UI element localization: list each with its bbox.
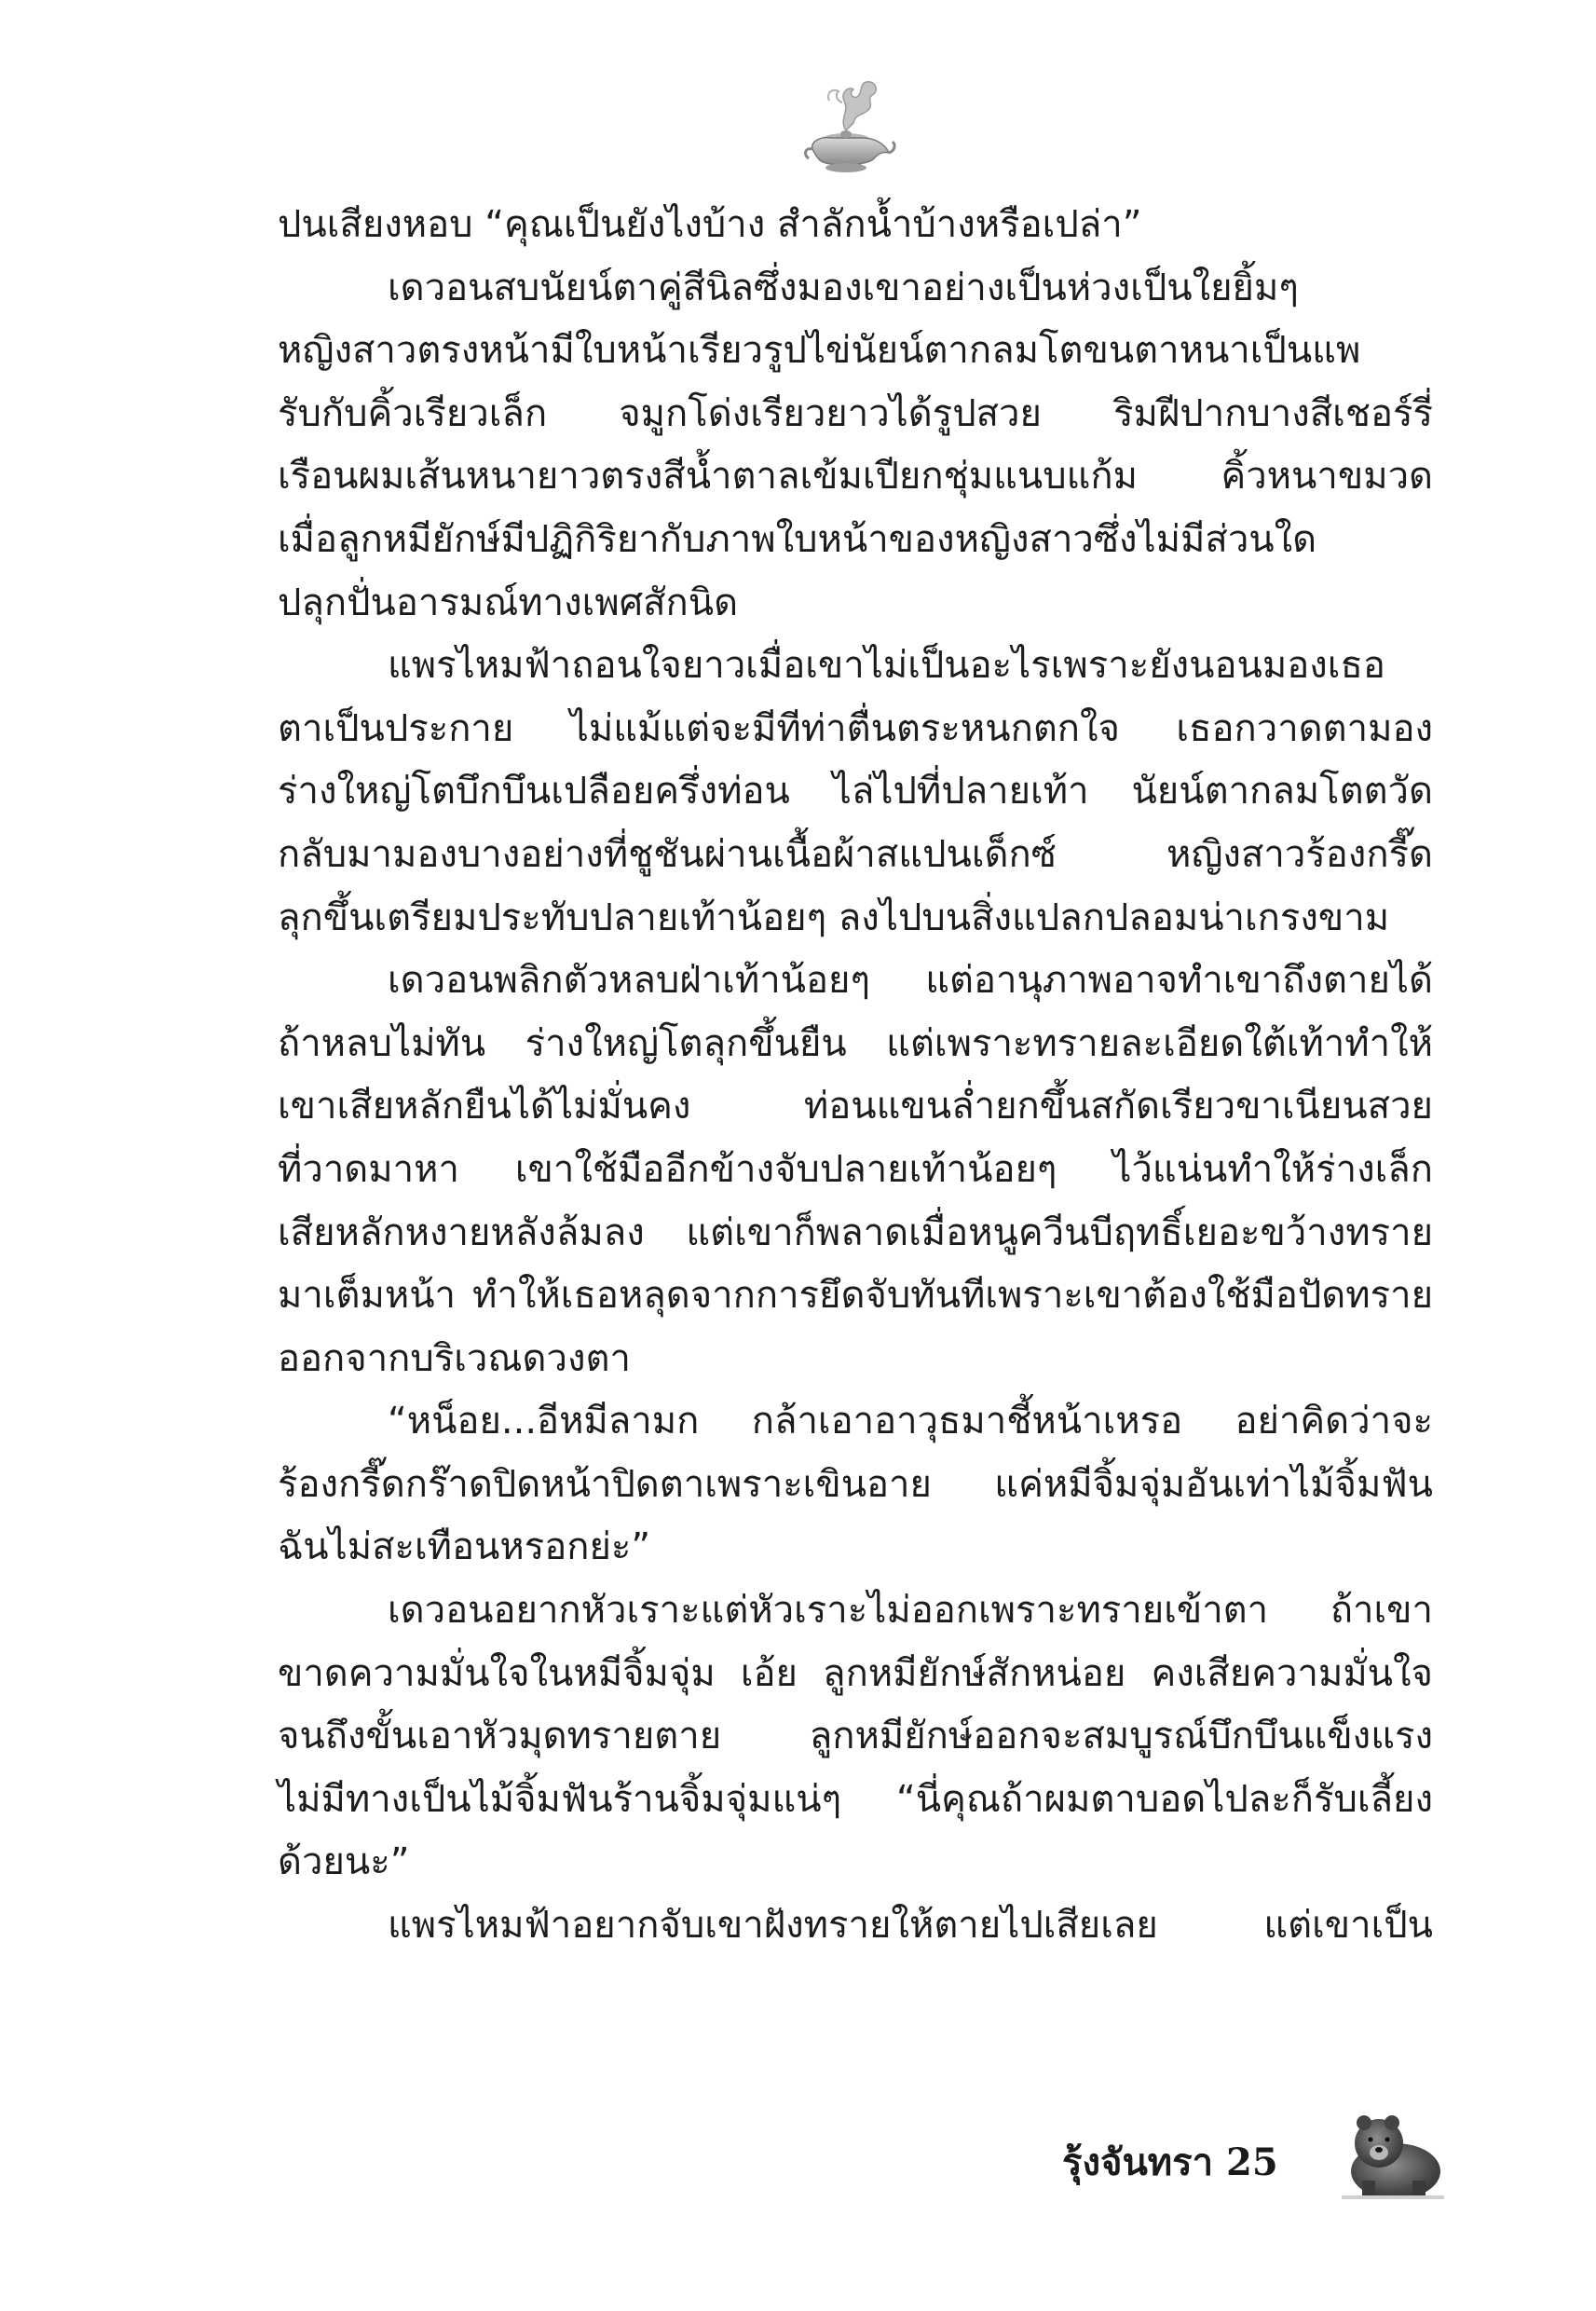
text-line: ด้วยนะ”: [278, 1840, 410, 1884]
text-line: ปลุกปั่นอารมณ์ทางเพศสักนิด: [278, 581, 739, 624]
book-title: รุ้งจันทรา: [1062, 2140, 1214, 2184]
text-line: เสียหลักหงายหลังล้มลง แต่เขาก็พลาดเมื่อหนูควีนบีฤทธิ์เยอะขว้างทราย: [278, 1210, 1433, 1254]
text-line: ตาเป็นประกาย ไม่แม้แต่จะมีทีท่าตื่นตระหนกตกใจ เธอกวาดตามอง: [278, 706, 1433, 750]
text-line: ฉันไม่สะเทือนหรอกย่ะ”: [278, 1525, 651, 1569]
text-line: ร้องกรี๊ดกร๊าดปิดหน้าปิดตาเพราะเขินอาย แค่หมีจิ้มจุ่มอันเท่าไม้จิ้มฟัน: [278, 1462, 1433, 1506]
page-number: 25: [1226, 2140, 1278, 2184]
text-line: เขาเสียหลักยืนได้ไม่มั่นคง ท่อนแขนล่ำยกขึ้นสกัดเรียวขาเนียนสวย: [278, 1085, 1433, 1128]
text-line: แพรไหมฟ้าอยากจับเขาฝังทรายให้ตายไปเสียเลย แต่เขาเป็น: [388, 1904, 1433, 1948]
text-line: ที่วาดมาหา เขาใช้มืออีกข้างจับปลายเท้าน้อยๆ ไว้แน่นทำให้ร่างเล็ก: [278, 1147, 1433, 1191]
text-line: เดวอนสบนัยน์ตาคู่สีนิลซึ่งมองเขาอย่างเป็นห่วงเป็นใยยิ้มๆ: [388, 266, 1299, 309]
text-line: แพรไหมฟ้าถอนใจยาวเมื่อเขาไม่เป็นอะไรเพราะยังนอนมองเธอ: [388, 644, 1385, 688]
text-line: ออกจากบริเวณดวงตา: [278, 1336, 631, 1380]
text-line: เดวอนอยากหัวเราะแต่หัวเราะไม่ออกเพราะทรายเข้าตา ถ้าเขา: [388, 1589, 1433, 1633]
text-line: มาเต็มหน้า ทำให้เธอหลุดจากการยึดจับทันทีเพราะเขาต้องใช้มือปัดทราย: [278, 1274, 1433, 1318]
text-line: “หน็อย...อีหมีลามก กล้าเอาอาวุธมาชี้หน้าเหรอ อย่าคิดว่าจะ: [388, 1400, 1433, 1443]
text-line: ร่างใหญ่โตบึกบึนเปลือยครึ่งท่อน ไล่ไปที่ปลายเท้า นัยน์ตากลมโตตวัด: [278, 770, 1433, 814]
text-line: รับกับคิ้วเรียวเล็ก จมูกโด่งเรียวยาวได้รูปสวย ริมฝีปากบางสีเชอร์รี่: [278, 391, 1433, 435]
body-text: [278, 194, 1433, 1958]
text-line: จนถึงขั้นเอาหัวมุดทรายตาย ลูกหมียักษ์ออกจะสมบูรณ์บึกบึนแข็งแรง: [278, 1715, 1433, 1758]
text-line: ปนเสียงหอบ “คุณเป็นยังไงบ้าง สำลักน้ำบ้างหรือเปล่า”: [278, 203, 1142, 246]
page-footer: [1062, 2106, 1472, 2208]
text-line: เดวอนพลิกตัวหลบฝ่าเท้าน้อยๆ แต่อานุภาพอาจทำเขาถึงตายได้: [388, 959, 1433, 1003]
text-line: กลับมามองบางอย่างที่ชูชันผ่านเนื้อผ้าสแปนเด็กซ์ หญิงสาวร้องกรี๊ด: [278, 832, 1433, 876]
text-line: เรือนผมเส้นหนายาวตรงสีน้ำตาลเข้มเปียกชุ่มแนบแก้ม คิ้วหนาขมวด: [278, 455, 1433, 499]
text-line: เมื่อลูกหมียักษ์มีปฏิกิริยากับภาพใบหน้าของหญิงสาวซึ่งไม่มีส่วนใด: [278, 517, 1317, 561]
lamp-with-smoke-icon: [792, 73, 904, 185]
text-line: ไม่มีทางเป็นไม้จิ้มฟันร้านจิ้มจุ่มแน่ๆ “นี่คุณถ้าผมตาบอดไปละก็รับเลี้ยง: [278, 1777, 1433, 1821]
text-line: หญิงสาวตรงหน้ามีใบหน้าเรียวรูปไข่นัยน์ตากลมโตขนตาหนาเป็นแพ: [278, 329, 1361, 373]
book-title-and-page: [1062, 2132, 1278, 2192]
text-line: ถ้าหลบไม่ทัน ร่างใหญ่โตลุกขึ้นยืน แต่เพราะทรายละเอียดใต้เท้าทำให้: [278, 1021, 1433, 1065]
text-line: ลุกขึ้นเตรียมประทับปลายเท้าน้อยๆ ลงไปบนสิ่งแปลกปลอมน่าเกรงขาม: [278, 896, 1390, 939]
text-line: ขาดความมั่นใจในหมีจิ้มจุ่ม เอ้ย ลูกหมียักษ์สักหน่อย คงเสียความมั่นใจ: [278, 1651, 1433, 1695]
bear-icon: [1342, 2106, 1444, 2199]
